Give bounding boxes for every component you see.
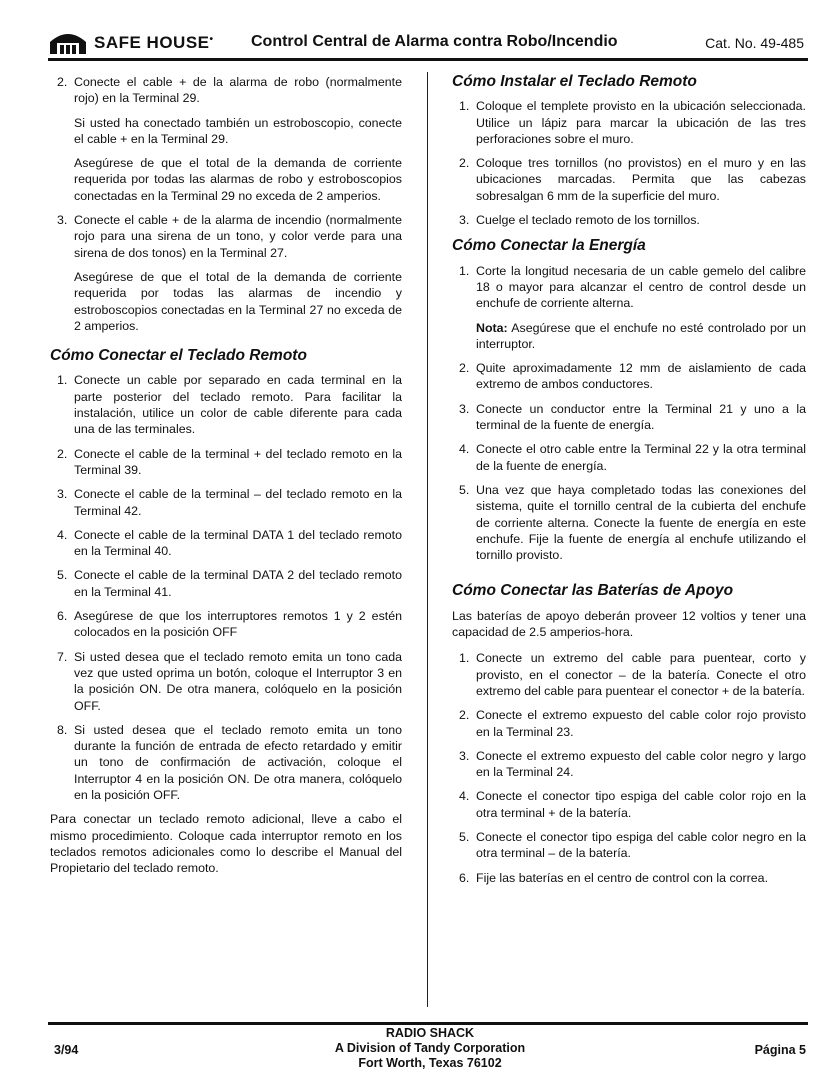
- list-item: [452, 829, 806, 862]
- item-text: Fije las baterías en el centro de control con la correa.: [476, 870, 769, 885]
- list-item: [50, 608, 402, 641]
- list-item: [452, 263, 806, 352]
- list-item: [50, 527, 402, 560]
- item-text: Conecte el conector tipo espiga del cable color rojo en la otra terminal + de la batería.: [476, 789, 806, 820]
- brand-logo: SAFE HOUSE •: [48, 32, 213, 54]
- item-number: 3.: [459, 213, 470, 228]
- list-item: [50, 446, 402, 479]
- document-title: Control Central de Alarma contra Robo/Incendio: [251, 33, 618, 50]
- right-column: [452, 74, 806, 894]
- list-item: [452, 98, 806, 147]
- item-number: 3.: [459, 401, 470, 416]
- list-item: [452, 870, 806, 886]
- section-heading-keypad: Cómo Conectar el Teclado Remoto: [50, 347, 307, 365]
- power-list: [452, 263, 806, 564]
- item-number: 1.: [459, 651, 470, 666]
- item-text: Conecte el conector tipo espiga del cable color negro en la otra terminal – de la batería.: [476, 829, 806, 861]
- item-number: 2.: [57, 75, 68, 89]
- footer-line-1: RADIO SHACK: [385, 1026, 475, 1040]
- item-number: 2.: [459, 361, 470, 376]
- list-item: [452, 707, 806, 740]
- battery-list: [452, 650, 806, 886]
- item-text: Conecte un cable por separado en cada terminal en la parte posterior del teclado remoto. Para facilitar la instalación, utilice un color de cable diferente para cada una de las terminales.: [74, 373, 402, 437]
- section-heading-power: Cómo Conectar la Energía: [452, 237, 646, 255]
- battery-intro: Las baterías de apoyo deberán proveer 12 voltios y tener una capacidad de 2.5 amperios-hora.: [452, 608, 806, 640]
- list-item: [50, 372, 402, 437]
- list-item: [452, 748, 806, 781]
- install-list: [452, 98, 806, 228]
- catalog-number: Cat. No. 49-485: [705, 35, 804, 51]
- item-text: Conecte el extremo expuesto del cable color rojo provisto en la Terminal 23.: [476, 708, 806, 739]
- keypad-list: [50, 372, 402, 803]
- item-text: Asegúrese de que los interruptores remotos 1 y 2 estén colocados en la posición OFF: [74, 609, 402, 640]
- item-subtext: Asegúrese de que el total de la demanda de corriente requerida por todas las alarmas de robo y estroboscopios conectadas en la Terminal 29 no exceda de 2 amperios.: [74, 156, 402, 203]
- item-number: 1.: [459, 99, 470, 114]
- list-item: [452, 441, 806, 474]
- item-text: Conecte un extremo del cable para puentear, corto y provisto, en el conector – de la batería. Conecte el otro extremo del cable para puentear el conector + de la batería.: [476, 651, 806, 698]
- item-number: 6.: [459, 870, 470, 885]
- item-subtext: Asegúrese de que el total de la demanda de corriente requerida por todas las alarmas de incendio y estroboscopios conectadas en la Terminal 27 no exceda de 2 amperios.: [74, 269, 402, 333]
- page-header: [48, 30, 808, 61]
- item-text: Cuelge el teclado remoto de los tornillos.: [476, 213, 700, 228]
- item-text: Si usted desea que el teclado remoto emita un tono cada vez que usted oprima un botón, coloque el Interruptor 3 en la posición ON. De otra manera, colóquelo en la posición OFF.: [74, 649, 402, 713]
- list-item: [452, 788, 806, 821]
- section-heading-install: Cómo Instalar el Teclado Remoto: [452, 73, 697, 90]
- list-item: [452, 650, 806, 699]
- item-text: Conecte un conductor entre la Terminal 21 y uno a la terminal de la fuente de energía.: [476, 401, 806, 433]
- item-text: Coloque tres tornillos (no provistos) en el muro y en las ubicaciones marcadas. Permita que las cabezas sobresalgan 6 mm de la superficie del muro.: [476, 156, 806, 203]
- item-number: 5.: [57, 568, 68, 583]
- list-item: [452, 360, 806, 393]
- list-item: [50, 486, 402, 519]
- item-number: 4.: [459, 442, 470, 457]
- item-text: Conecte el otro cable entre la Terminal 22 y la otra terminal de la fuente de energía.: [476, 442, 806, 473]
- column-divider: [427, 72, 428, 1007]
- list-item: [50, 74, 402, 204]
- item-number: 7.: [57, 649, 68, 664]
- list-item: [50, 567, 402, 600]
- left-column: [50, 74, 402, 886]
- item-text: Conecte el extremo expuesto del cable color negro y largo en la Terminal 24.: [476, 748, 806, 780]
- item-number: 1.: [57, 373, 68, 388]
- list-item: [452, 401, 806, 434]
- item-text: Una vez que haya completado todas las conexiones del sistema, quite el tornillo central de la cubierta del enchufe de corriente alterna. Conecte la fuente de energía en este enchufe. Fije la fuente de energía al enchufe utilizando el tornillo provisto.: [476, 482, 806, 563]
- footer-date: 3/94: [54, 1043, 79, 1057]
- safe-house-logo-icon: [48, 32, 88, 54]
- list-item: [50, 722, 402, 803]
- item-number: 2.: [57, 446, 68, 461]
- item-text: Conecte el cable de la terminal + del teclado remoto en la Terminal 39.: [74, 446, 402, 477]
- section-heading-battery: Cómo Conectar las Baterías de Apoyo: [452, 582, 734, 600]
- list-item: [452, 155, 806, 204]
- footer-line-2: A Division of Tandy Corporation: [334, 1041, 526, 1055]
- note-text: Asegúrese que el enchufe no esté controlado por un interruptor.: [476, 320, 806, 351]
- brand-name: SAFE HOUSE: [94, 33, 210, 52]
- closing-paragraph: Para conectar un teclado remoto adicional, lleve a cabo el mismo procedimiento. Coloque cada interruptor remoto en los teclados remotos adicionales como lo describe el Manual del Propietario del teclado remoto.: [50, 812, 402, 876]
- note-label: Nota:: [476, 320, 508, 335]
- item-subtext: Si usted ha conectado también un estroboscopio, conecte el cable + en la Terminal 29.: [74, 115, 402, 146]
- note: [476, 320, 806, 353]
- item-number: 6.: [57, 609, 68, 624]
- item-text: Si usted desea que el teclado remoto emita un tono durante la función de entrada de efecto retardado y emitir un tono de confirmación de activación, coloque el Interruptor 4 en la posición ON. De otra manera, colóquelo en la posición OFF.: [74, 722, 402, 802]
- item-number: 5.: [459, 829, 470, 844]
- footer-line-3: Fort Worth, Texas 76102: [358, 1056, 502, 1070]
- item-text: Coloque el templete provisto en la ubicación seleccionada. Utilice un lápiz para marcar la ubicación de las tres perforaciones sobre el muro.: [476, 99, 806, 146]
- item-number: 1.: [459, 263, 470, 278]
- list-item: [50, 212, 402, 334]
- item-number: 4.: [57, 527, 68, 542]
- intro-list: [50, 74, 402, 334]
- item-number: 3.: [57, 213, 68, 228]
- footer-publisher: [280, 1026, 580, 1071]
- item-text: Conecte el cable de la terminal DATA 2 del teclado remoto en la Terminal 41.: [74, 568, 402, 599]
- item-number: 2.: [459, 156, 470, 171]
- item-number: 4.: [459, 789, 470, 804]
- item-text: Conecte el cable + de la alarma de robo (normalmente rojo) en la Terminal 29.: [74, 75, 402, 106]
- list-item: [50, 649, 402, 714]
- item-number: 3.: [459, 748, 470, 763]
- item-text: Conecte el cable de la terminal DATA 1 del teclado remoto en la Terminal 40.: [74, 527, 402, 559]
- item-text: Conecte el cable + de la alarma de incendio (normalmente rojo para una sirena de un tono, y color verde para una sirena de dos tonos) en la Terminal 27.: [74, 213, 402, 260]
- item-text: Conecte el cable de la terminal – del teclado remoto en la Terminal 42.: [74, 487, 402, 518]
- item-number: 2.: [459, 708, 470, 723]
- item-text: Quite aproximadamente 12 mm de aislamiento de cada extremo de ambos conductores.: [476, 361, 806, 392]
- list-item: [452, 482, 806, 563]
- page-number: Página 5: [754, 1043, 806, 1057]
- item-number: 8.: [57, 722, 68, 737]
- item-text: Corte la longitud necesaria de un cable gemelo del calibre 18 o mayor para alcanzar el centro de control desde un enchufe de corriente alterna.: [476, 263, 806, 311]
- item-number: 5.: [459, 482, 470, 497]
- footer-rule: [48, 1022, 808, 1025]
- item-number: 3.: [57, 487, 68, 502]
- list-item: [452, 212, 806, 228]
